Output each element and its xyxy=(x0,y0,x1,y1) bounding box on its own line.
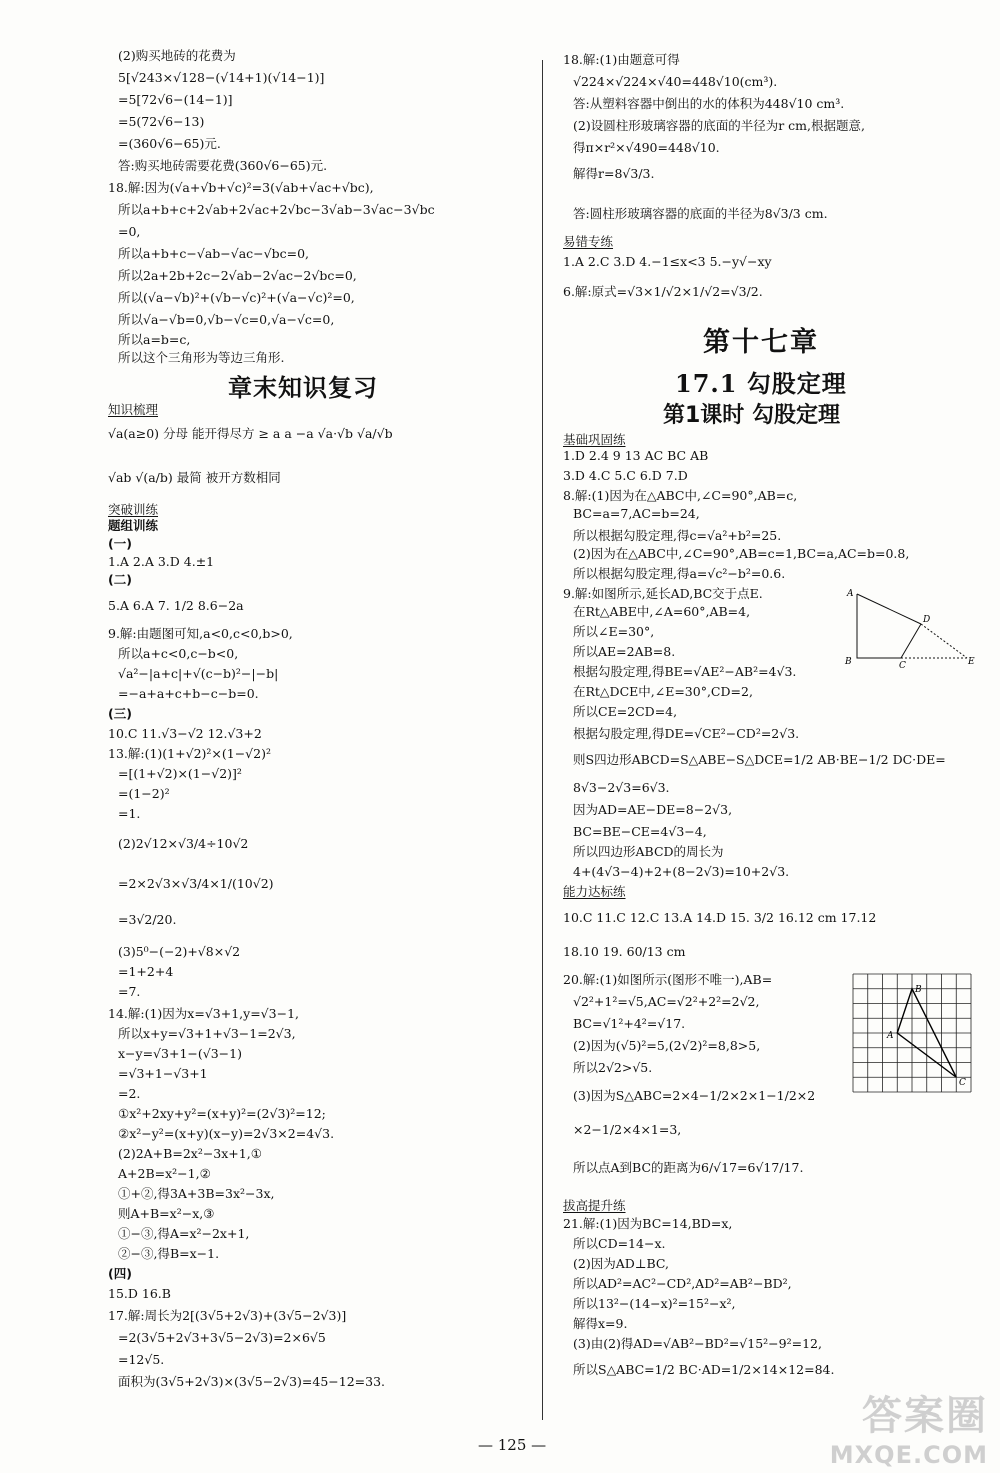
text-line: =2. xyxy=(118,1086,141,1101)
text-line: =(1−2)² xyxy=(118,786,170,801)
text-line: =12√5. xyxy=(118,1352,165,1367)
text-line: (2)因为在△ABC中,∠C=90°,AB=c=1,BC=a,AC=b=0.8, xyxy=(573,546,910,561)
text-line: √224×√224×√40=448√10(cm³). xyxy=(573,74,778,89)
page-number: — 125 — xyxy=(478,1436,547,1454)
text-line: ②−③,得B=x−1. xyxy=(118,1246,220,1261)
point-label: B xyxy=(845,657,852,667)
text-line: 所以∠E=30°, xyxy=(573,624,655,639)
text-line: (2)2√12×√3/4÷10√2 xyxy=(118,836,249,851)
text-line: (二) xyxy=(108,572,132,587)
chapter-review-title: 章末知识复习 xyxy=(228,373,378,402)
text-line: 根据勾股定理,得DE=√CE²−CD²=2√3. xyxy=(573,726,800,741)
text-line: 所以CE=2CD=4, xyxy=(573,704,678,719)
text-line: (2)因为(√5)²=5,(2√2)²=8,8>5, xyxy=(573,1038,761,1053)
text-line: =1. xyxy=(118,806,141,821)
text-line: =(360√6−65)元. xyxy=(118,136,221,151)
watermark-url: MXQE.COM xyxy=(829,1441,988,1469)
text-line: 答:圆柱形玻璃容器的底面的半径为8√3/3 cm. xyxy=(573,206,828,221)
text-line: 所以2√2>√5. xyxy=(573,1060,653,1075)
text-line: 则S四边形ABCD=S△ABE−S△DCE=1/2 AB·BE−1/2 DC·DE= xyxy=(573,752,946,767)
text-line: 得π×r²×√490=448√10. xyxy=(573,140,720,155)
text-line: 10.C 11.√3−√2 12.√3+2 xyxy=(108,726,262,741)
text-line: 答:从塑料容器中倒出的水的体积为448√10 cm³. xyxy=(573,96,845,111)
watermark-text: 答案圈 xyxy=(862,1393,988,1439)
text-line: =1+2+4 xyxy=(118,964,174,979)
text-line: ①+②,得3A+3B=3x²−3x, xyxy=(118,1186,275,1201)
text-line: (3)因为S△ABC=2×4−1/2×2×1−1/2×2 xyxy=(573,1088,816,1103)
point-label: E xyxy=(968,657,975,667)
text-line: ①x²+2xy+y²=(x+y)²=(2√3)²=12; xyxy=(118,1106,326,1121)
text-line: 8√3−2√3=6√3. xyxy=(573,780,670,795)
text-line: 18.解:(1)由题意可得 xyxy=(563,52,680,67)
point-label: C xyxy=(899,661,906,668)
text-line: (四) xyxy=(108,1266,132,1281)
text-line: =2×2√3×√3/4×1/(10√2) xyxy=(118,876,274,891)
quadrilateral-figure xyxy=(843,588,983,668)
text-line: (2)购买地砖的花费为 xyxy=(118,48,236,63)
text-line: BC=√1²+4²=√17. xyxy=(573,1016,686,1031)
text-line: √a²−|a+c|+√(c−b)²−|−b| xyxy=(118,666,279,681)
text-line: 4+(4√3−4)+2+(8−2√3)=10+2√3. xyxy=(573,864,790,879)
text-line: 5.A 6.A 7. 1/2 8.6−2a xyxy=(108,598,244,613)
text-line: 所以点A到BC的距离为6/√17=6√17/17. xyxy=(573,1160,804,1175)
text-line: =√3+1−√3+1 xyxy=(118,1066,208,1081)
text-line: 因为AD=AE−DE=8−2√3, xyxy=(573,802,733,817)
text-line: ①−③,得A=x²−2x+1, xyxy=(118,1226,250,1241)
text-line: (2)因为AD⊥BC, xyxy=(573,1256,670,1271)
text-line: 10.C 11.C 12.C 13.A 14.D 15. 3/2 16.12 cm 17.12 xyxy=(563,910,877,925)
text-line: 解得r=8√3/3. xyxy=(573,166,655,181)
text-line: BC=BE−CE=4√3−4, xyxy=(573,824,707,839)
text-line: √a(a≥0) 分母 能开得尽方 ≥ a a −a √a·√b √a/√b xyxy=(108,426,393,441)
section-heading: 易错专练 xyxy=(563,234,614,249)
text-line: 所以a+c<0,c−b<0, xyxy=(118,646,239,661)
text-line: A+2B=x²−1,② xyxy=(118,1166,211,1181)
lesson-title: 第1课时 勾股定理 xyxy=(663,403,840,428)
text-line: 所以这个三角形为等边三角形. xyxy=(118,350,285,365)
text-line: x−y=√3+1−(√3−1) xyxy=(118,1046,242,1061)
text-line: =2(3√5+2√3+3√5−2√3)=2×6√5 xyxy=(118,1330,326,1345)
text-line: 8.解:(1)因为在△ABC中,∠C=90°,AB=c, xyxy=(563,488,798,503)
text-line: √2²+1²=√5,AC=√2²+2²=2√2, xyxy=(573,994,760,1009)
text-line: 13.解:(1)(1+√2)²×(1−√2)² xyxy=(108,746,271,761)
text-line: 所以13²−(14−x)²=15²−x², xyxy=(573,1296,736,1311)
column-divider xyxy=(542,60,543,1420)
text-line: 所以a+b+c−√ab−√ac−√bc=0, xyxy=(118,246,310,261)
text-line: 1.D 2.4 9 13 AC BC AB xyxy=(563,448,709,463)
text-line: 根据勾股定理,得BE=√AE²−AB²=4√3. xyxy=(573,664,797,679)
text-line: 所以S△ABC=1/2 BC·AD=1/2×14×12=84. xyxy=(573,1362,835,1377)
text-line: 3.D 4.C 5.C 6.D 7.D xyxy=(563,468,688,483)
point-label: B xyxy=(915,985,922,995)
text-line: 所以根据勾股定理,得c=√a²+b²=25. xyxy=(573,528,782,543)
text-line: 面积为(3√5+2√3)×(3√5−2√3)=45−12=33. xyxy=(118,1374,386,1389)
point-label: C xyxy=(959,1078,966,1088)
text-line: =0, xyxy=(118,224,141,239)
section-heading: 突破训练 xyxy=(108,502,159,517)
text-line: 所以AD²=AC²−CD²,AD²=AB²−BD², xyxy=(573,1276,792,1291)
text-line: 17.解:周长为2[(3√5+2√3)+(3√5−2√3)] xyxy=(108,1308,347,1323)
section-heading: 知识梳理 xyxy=(108,402,159,417)
text-line: 18.解:因为(√a+√b+√c)²=3(√ab+√ac+√bc), xyxy=(108,180,374,195)
text-line: 18.10 19. 60/13 cm xyxy=(563,944,686,959)
text-line: (2)设圆柱形玻璃容器的底面的半径为r cm,根据题意, xyxy=(573,118,865,133)
text-line: (3)由(2)得AD=√AB²−BD²=√15²−9²=12, xyxy=(573,1336,822,1351)
text-line: 所以AE=2AB=8. xyxy=(573,644,676,659)
text-line: 则A+B=x²−x,③ xyxy=(118,1206,215,1221)
text-line: 6.解:原式=√3×1/√2×1/√2=√3/2. xyxy=(563,284,763,299)
text-line: 所以√a−√b=0,√b−√c=0,√a−√c=0, xyxy=(118,312,335,327)
text-line: ②x²−y²=(x+y)(x−y)=2√3×2=4√3. xyxy=(118,1126,335,1141)
chapter-title: 第十七章 xyxy=(703,327,819,358)
text-line: 9.解:如图所示,延长AD,BC交于点E. xyxy=(563,586,763,601)
text-line: 20.解:(1)如图所示(图形不唯一),AB= xyxy=(563,972,773,987)
text-line: 21.解:(1)因为BC=14,BD=x, xyxy=(563,1216,733,1231)
text-line: 所以2a+2b+2c−2√ab−2√ac−2√bc=0, xyxy=(118,268,357,283)
text-line: 15.D 16.B xyxy=(108,1286,171,1301)
text-line: 所以CD=14−x. xyxy=(573,1236,666,1251)
text-line: 所以(√a−√b)²+(√b−√c)²+(√a−√c)²=0, xyxy=(118,290,355,305)
text-line: 在Rt△ABE中,∠A=60°,AB=4, xyxy=(573,604,751,619)
text-line: 1.A 2.C 3.D 4.−1≤x<3 5.−y√−xy xyxy=(563,254,772,269)
text-line: (3)5⁰−(−2)+√8×√2 xyxy=(118,944,241,959)
text-line: =5(72√6−13) xyxy=(118,114,205,129)
text-line: 答:购买地砖需要花费(360√6−65)元. xyxy=(118,158,328,173)
text-line: 在Rt△DCE中,∠E=30°,CD=2, xyxy=(573,684,753,699)
section-heading: 能力达标练 xyxy=(563,884,626,899)
section-heading: 拔高提升练 xyxy=(563,1198,626,1213)
text-line: 所以a=b=c, xyxy=(118,332,191,347)
point-label: A xyxy=(847,589,854,599)
text-line: =5[72√6−(14−1)] xyxy=(118,92,233,107)
subsection-heading: 题组训练 xyxy=(108,518,159,533)
text-line: =−a+a+c+b−c−b=0. xyxy=(118,686,259,701)
text-line: 9.解:由题图可知,a<0,c<0,b>0, xyxy=(108,626,293,641)
text-line: (三) xyxy=(108,706,132,721)
text-line: 所以根据勾股定理,得a=√c²−b²=0.6. xyxy=(573,566,786,581)
point-label: A xyxy=(887,1031,894,1041)
text-line: =7. xyxy=(118,984,141,999)
text-line: ×2−1/2×4×1=3, xyxy=(573,1122,682,1137)
text-line: 解得x=9. xyxy=(573,1316,628,1331)
text-line: (2)2A+B=2x²−3x+1,① xyxy=(118,1146,262,1161)
section-heading: 基础巩固练 xyxy=(563,432,626,447)
grid-figure xyxy=(851,972,975,1094)
text-line: =[(1+√2)×(1−√2)]² xyxy=(118,766,242,781)
text-line: =3√2/20. xyxy=(118,912,177,927)
text-line: BC=a=7,AC=b=24, xyxy=(573,506,700,521)
text-line: (一) xyxy=(108,536,132,551)
text-line: 所以a+b+c+2√ab+2√ac+2√bc−3√ab−3√ac−3√bc xyxy=(118,202,435,217)
text-line: 所以四边形ABCD的周长为 xyxy=(573,844,724,859)
text-line: 1.A 2.A 3.D 4.±1 xyxy=(108,554,215,569)
text-line: 所以x+y=√3+1+√3−1=2√3, xyxy=(118,1026,296,1041)
text-line: √ab √(a/b) 最简 被开方数相同 xyxy=(108,470,281,485)
text-line: 5[√243×√128−(√14+1)(√14−1)] xyxy=(118,70,325,85)
section-title: 17.1 勾股定理 xyxy=(675,369,847,398)
watermark-logo xyxy=(830,1384,988,1469)
text-line: 14.解:(1)因为x=√3+1,y=√3−1, xyxy=(108,1006,299,1021)
point-label: D xyxy=(923,615,931,625)
